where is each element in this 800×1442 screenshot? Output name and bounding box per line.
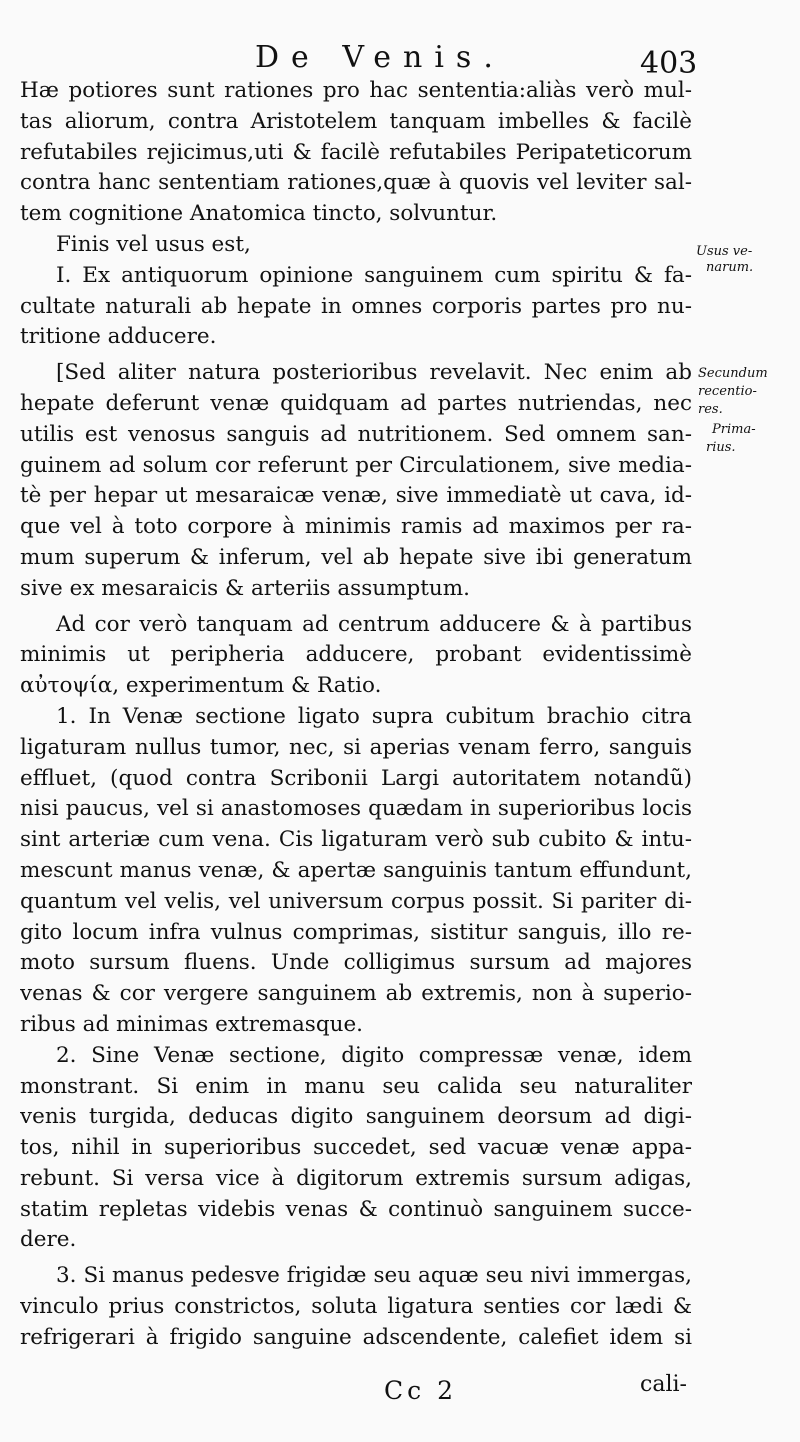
catchword: cali-: [640, 1372, 687, 1397]
text-line: refutabiles rejicimus,uti & facilè refutabiles Peripateticorum: [20, 139, 692, 165]
text-line: gito locum infra vulnus comprimas, sistitur sanguis, illo re-: [20, 919, 692, 945]
margin-note: rius.: [706, 440, 736, 455]
text-line: ribus ad minimas extremasque.: [20, 1011, 364, 1037]
text-line: sint arteriæ cum vena. Cis ligaturam verò sub cubito & intu-: [20, 827, 692, 853]
text-line: rebunt. Si versa vice à digitorum extremis sursum adigas,: [20, 1165, 692, 1191]
text-line: 2. Sine Venæ sectione, digito compressæ venæ, idem: [56, 1042, 692, 1068]
margin-note: res.: [698, 402, 723, 417]
text-line: Ad cor verò tanquam ad centrum adducere & à partibus: [56, 611, 692, 637]
signature-mark: Cc 2: [384, 1376, 457, 1405]
page-number: 403: [640, 46, 698, 81]
text-line: venas & cor vergere sanguinem ab extremis, non à superio-: [20, 981, 692, 1007]
text-line: dere.: [20, 1227, 77, 1253]
text-line: hepate deferunt venæ quidquam ad partes nutriendas, nec: [20, 390, 692, 416]
text-line: monstrant. Si enim in manu seu calida seu naturaliter: [20, 1073, 692, 1099]
text-line: que vel à toto corpore à minimis ramis ad maximos per ra-: [20, 514, 692, 540]
text-line: 3. Si manus pedesve frigidæ seu aquæ seu nivi immergas,: [56, 1263, 692, 1289]
margin-note: Secundum: [698, 366, 768, 381]
page-header: [0, 40, 800, 81]
text-line: I. Ex antiquorum opinione sanguinem cum spiritu & fa-: [56, 262, 692, 288]
text-line: tas aliorum, contra Aristotelem tanquam imbelles & facilè: [20, 108, 692, 134]
text-line: quantum vel velis, vel universum corpus possit. Si pariter di-: [20, 888, 692, 914]
text-line: utilis est venosus sanguis ad nutritionem. Sed omnem san-: [20, 421, 692, 447]
text-line: Finis vel usus est,: [56, 231, 251, 257]
text-line: tos, nihil in superioribus succedet, sed vacuæ venæ appa-: [20, 1135, 692, 1161]
text-line: cultate naturali ab hepate in omnes corporis partes pro nu-: [20, 293, 692, 319]
text-line: mescunt manus venæ, & apertæ sanguinis tantum effundunt,: [20, 857, 692, 883]
text-line: [Sed aliter natura posterioribus revelavit. Nec enim ab: [56, 360, 692, 386]
text-line: refrigerari à frigido sanguine adscendente, calefiet idem si: [20, 1324, 692, 1350]
text-line: tem cognitione Anatomica tincto, solvuntur.: [20, 201, 498, 227]
text-line: tritione adducere.: [20, 324, 217, 350]
text-line: venis turgida, deducas digito sanguinem deorsum ad digi-: [20, 1104, 692, 1130]
text-line: 1. In Venæ sectione ligato supra cubitum brachio citra: [56, 703, 692, 729]
margin-note: Usus ve-: [696, 244, 753, 259]
text-line: sive ex mesaraicis & arteriis assumptum.: [20, 575, 470, 601]
text-line: statim repletas videbis venas & continuò sanguinem succe-: [20, 1196, 692, 1222]
text-line: contra hanc sententiam rationes,quæ à quovis vel leviter sal-: [20, 170, 692, 196]
margin-notes: [692, 0, 798, 1442]
text-line: tè per hepar ut mesaraicæ venæ, sive immediatè ut cava, id-: [20, 483, 692, 509]
text-line: effluet, (quod contra Scribonii Largi autoritatem notandũ): [20, 765, 692, 791]
page-footer: [0, 1372, 800, 1412]
text-line: vinculo prius constrictos, soluta ligatura senties cor lædi &: [20, 1294, 692, 1320]
text-line: moto sursum fluens. Unde colligimus sursum ad majores: [20, 950, 692, 976]
text-line: guinem ad solum cor referunt per Circulationem, sive media-: [20, 452, 692, 478]
margin-note: Prima-: [712, 422, 756, 437]
text-line: mum superum & inferum, vel ab hepate sive ibi generatum: [20, 544, 692, 570]
text-line: αὐτοψία, experimentum & Ratio.: [20, 673, 382, 699]
text-line: minimis ut peripheria adducere, probant evidentissimè: [20, 642, 692, 668]
margin-note: recentio-: [698, 384, 757, 399]
text-line: ligaturam nullus tumor, nec, si aperias venam ferro, sanguis: [20, 734, 692, 760]
running-title: De Venis.: [255, 40, 505, 75]
main-text-block: [20, 76, 692, 1354]
margin-note: narum.: [706, 260, 754, 275]
text-line: nisi paucus, vel si anastomoses quædam in superioribus locis: [20, 796, 692, 822]
text-line: Hæ potiores sunt rationes pro hac sententia:aliàs verò mul-: [20, 78, 692, 103]
